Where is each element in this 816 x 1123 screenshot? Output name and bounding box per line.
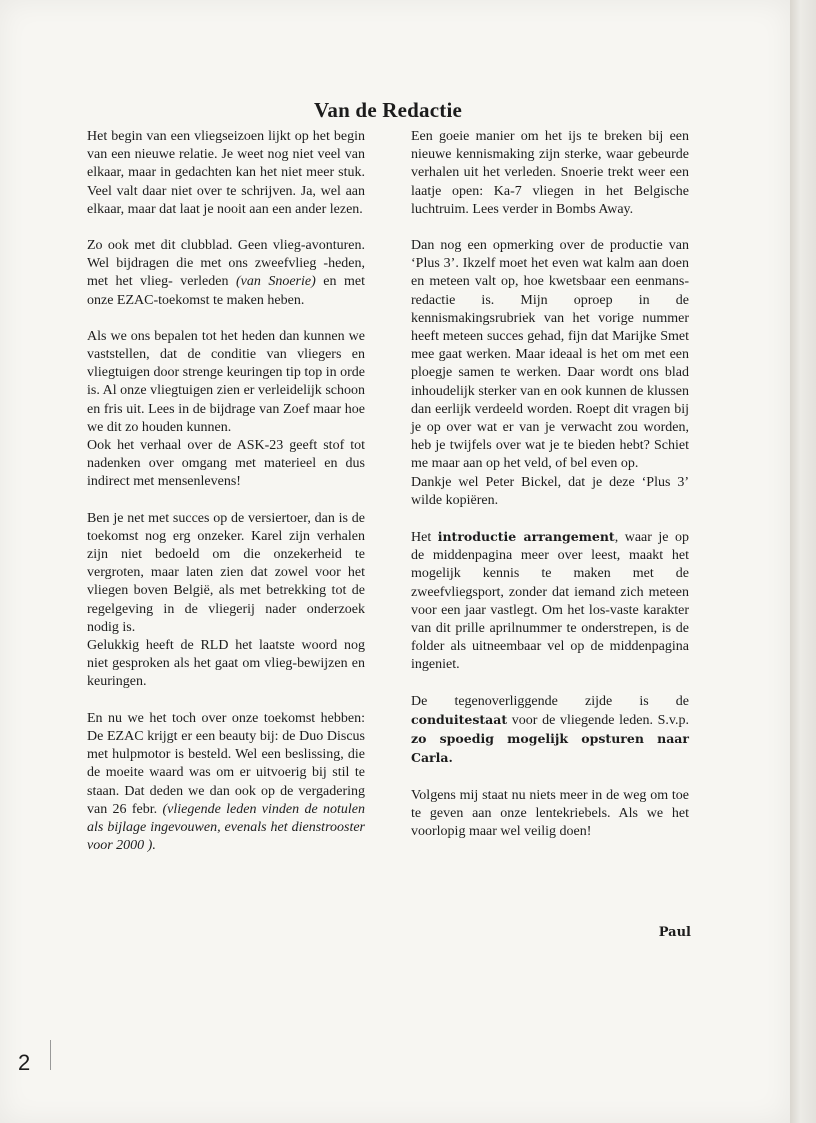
left-paragraph-7 xyxy=(87,710,365,856)
right-paragraph-2: Dan nog een opmerking over de productie van ‘Plus 3’. Ikzelf moet het even wat kalm aan doen en meteen valt op, hoe kwetsbaar een eenmans-redactie is. Mijn oproep in de kennismakingsrubriek van het vorige nummer heeft meteen succes gehad, fijn dat Marijke Smet mee gaat werken. Maar ideaal is het om met een ploegje samen te werken. Daar wordt ons blad inhoudelijk sterker van en ook kunnen de klussen dan eerlijk verdeeld worden. Roept dit vragen bij je op over wat er van je verwacht zou worden, heb je twijfels over wat je te bieden hebt? Schiet me maar aan op het veld, of bel even op. xyxy=(411,238,689,472)
left-paragraph-6: Gelukkig heeft de RLD het laatste woord nog niet gesproken als het gaat om vlieg-bewijzen en keuringen. xyxy=(87,638,365,690)
text-span: voor de vliegende leden. S.v.p. xyxy=(507,712,689,728)
left-paragraph-1: Het begin van een vliegseizoen lijkt op het begin van een nieuwe relatie. Je weet nog niet veel van elkaar, maar in gedachten kan het niet meer stuk. Veel valt daar niet over te schrijven. Ja, wel aan elkaar, maar dat laat je nooit aan een ander lezen. xyxy=(87,129,365,217)
right-paragraph-4 xyxy=(411,528,689,675)
bold-text: zo spoedig mogelijk opsturen naar Carla. xyxy=(411,731,689,766)
text-span: en met onze EZAC-toekomst te maken heben. xyxy=(87,274,365,308)
page-number: 2 xyxy=(18,1050,31,1075)
italic-text: (van Snoerie) xyxy=(235,274,316,290)
page-title: Van de Redactie xyxy=(313,98,463,123)
text-span: En nu we het toch over onze toekomst hebben: De EZAC krijgt er een beauty bij: de Duo Discus met hulpmotor is besteld. Wel een beslissing, die de moeite waard was om er uitvoerig bij stil te staan. Dat deden we dan ook op de vergadering van 26 febr. xyxy=(87,710,365,817)
signature: Paul xyxy=(658,925,691,940)
italic-text: (vliegende leden vinden de notulen als bijlage ingevouwen, evenals het dienstrooster voor 2000 ). xyxy=(87,801,365,854)
text-span: De tegenoverliggende zijde is de xyxy=(411,693,689,709)
page-edge xyxy=(790,0,816,1123)
right-paragraph-6: Volgens mij staat nu niets meer in de weg om toe te geven aan onze lentekriebels. Als we het voorlopig maar wel veilig doen! xyxy=(411,787,689,839)
left-column xyxy=(87,128,365,873)
text-span: , waar je op de middenpagina meer over leest, maakt het mogelijk kennis te maken met de zweefvliegsport, zonder dat iemand zich meteen voor een jaar vastlegt. Om het los-vaste karakter van dit prille aprilnummer te onderstrepen, is de folder als uitneembaar vel op de middenpagina ingeniet. xyxy=(411,530,690,673)
left-paragraph-3: Als we ons bepalen tot het heden dan kunnen we vaststellen, dat de conditie van vliegers en vliegtuigen door strenge keuringen tip top in orde is. Al onze vliegtuigen zien er verleidelijk schoon en fris uit. Lees in de bijdrage van Zoef maar hoe we dit zo houden kunnen. xyxy=(87,328,365,435)
right-paragraph-1: Een goeie manier om het ijs te breken bij een nieuwe kennismaking zijn sterke, waar gebeurde verhalen uit het verleden. Snoerie trekt weer een laatje open: Ka-7 vliegen in het Belgische luchtruim. Lees verder in Bombs Away. xyxy=(411,129,689,217)
left-paragraph-4: Ook het verhaal over de ASK-23 geeft stof tot nadenken over omgang met materieel en dus indirect met mensenlevens! xyxy=(87,438,365,490)
left-paragraph-2 xyxy=(87,237,365,310)
right-paragraph-5 xyxy=(411,693,689,769)
right-paragraph-3: Dankje wel Peter Bickel, dat je deze ‘Plus 3’ wilde kopiëren. xyxy=(411,474,689,508)
corner-mark xyxy=(50,1040,57,1070)
right-column xyxy=(411,128,689,859)
text-span: Het xyxy=(411,530,438,546)
bold-text: introductie arrangement xyxy=(437,529,615,545)
left-paragraph-5: Ben je net met succes op de versiertoer, dan is de toekomst nog erg onzeker. Karel zijn verhalen zijn niet bedoeld om die onzekerheid te vergroten, maar laten zien dat zowel voor het vliegen boven België, als met betrekking tot de regelgeving in de vliegerij nader onderzoek nodig is. xyxy=(87,510,365,635)
text-span: Zo ook met dit clubblad. Geen vlieg-avonturen. Wel bijdragen die met ons zweefvlieg -heden, met het vlieg- verleden xyxy=(87,238,365,290)
bold-text: conduitestaat xyxy=(411,711,508,727)
